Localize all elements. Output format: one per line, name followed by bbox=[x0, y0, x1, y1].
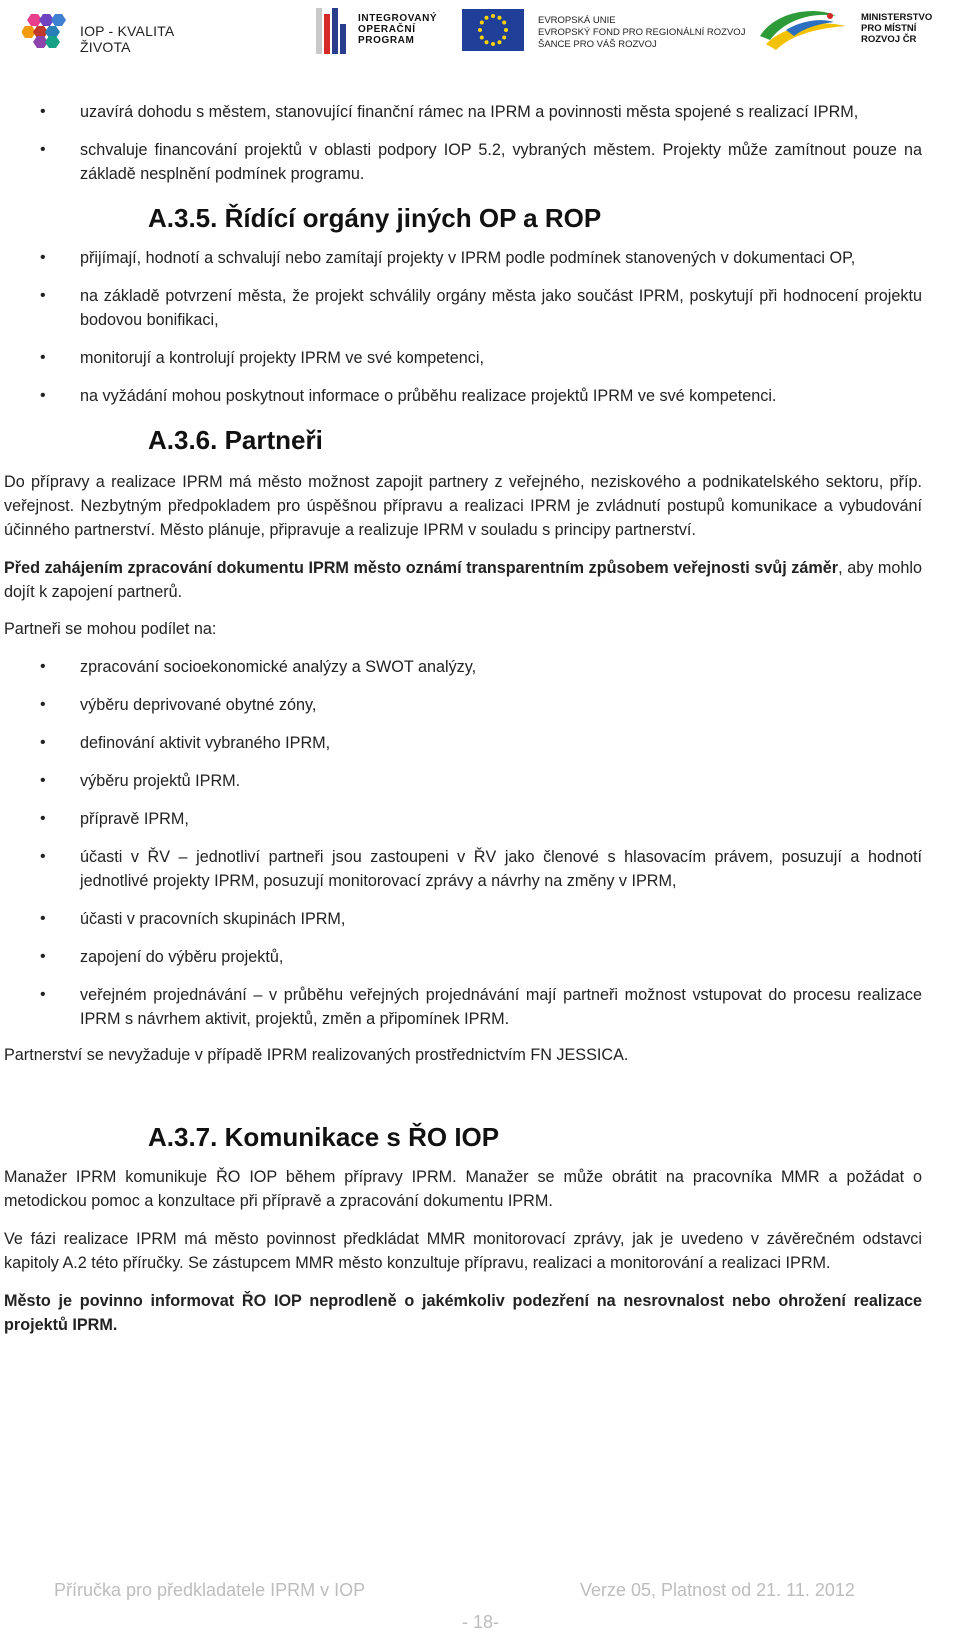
ministry-logo bbox=[756, 6, 946, 54]
paragraph-bold: Před zahájením zpracování dokumentu IPRM město oznámí transparentním způsobem veřejnosti svůj záměr bbox=[4, 559, 839, 577]
bullet-icon: • bbox=[40, 103, 46, 120]
bullet-icon: • bbox=[40, 349, 46, 366]
list-item: • zpracování socioekonomické analýzy a SWOT analýzy, bbox=[0, 655, 960, 679]
list-item: • schvaluje financování projektů v oblasti podpory IOP 5.2, vybraných městem. Projekty může zamítnout pouze na základě nesplnění podmínek programu. bbox=[0, 138, 960, 186]
bullet-icon: • bbox=[40, 249, 46, 266]
eu-flag-icon bbox=[462, 9, 524, 51]
paragraph: Partneři se mohou podílet na: bbox=[4, 620, 217, 638]
paragraph-rest: , aby mohlo dojít k zapojení partnerů. bbox=[4, 559, 922, 601]
bullet-icon: • bbox=[40, 910, 46, 927]
ministry-swoosh-icon bbox=[756, 6, 852, 54]
list-item: • monitorují a kontrolují projekty IPRM ve své kompetenci, bbox=[0, 346, 960, 370]
bullet-icon: • bbox=[40, 387, 46, 404]
list-item: • výběru deprivované obytné zóny, bbox=[0, 693, 960, 717]
integrated-programme-logo bbox=[316, 6, 436, 54]
paragraph: Do přípravy a realizace IPRM má město možnost zapojit partnery z veřejného, neziskového a podnikatelského sektoru, příp. veřejnost. Nezbytným předpokladem pro úspěšnou přípravu a realizaci IPRM je zvládnutí postupů komunikace a vybudování účinného partnerství. Město plánuje, připravuje a realizuje IPRM v souladu s principy partnerství. bbox=[4, 473, 922, 539]
list-item: • účasti v ŘV – jednotliví partneři jsou zastoupeni v ŘV jako členové s hlasovacím právem, posuzují a hodnotí jednotlivé projekty IPRM, posuzují monitorovací zprávy a návrhy na změny v IPRM, bbox=[0, 845, 960, 893]
eu-logo-text: EVROPSKÁ UNIE EVROPSKÝ FOND PRO REGIONÁLNÍ ROZVOJ ŠANCE PRO VÁŠ ROZVOJ bbox=[538, 15, 746, 50]
list-item: • na základě potvrzení města, že projekt schválily orgány města jako součást IPRM, poskytují při hodnocení projektu bodovou bonifikaci, bbox=[0, 284, 960, 332]
ministry-logo-text: MINISTERSTVO PRO MÍSTNÍ ROZVOJ ČR bbox=[861, 12, 933, 45]
footer-version: Verze 05, Platnost od 21. 11. 2012 bbox=[580, 1580, 855, 1600]
list-item: • uzavírá dohodu s městem, stanovující finanční rámec na IPRM a povinnosti města spojené s realizací IPRM, bbox=[0, 100, 960, 124]
paragraph-bold: Město je povinno informovat ŘO IOP neprodleně o jakémkoliv podezření na nesrovnalost nebo ohrožení realizace projektů IPRM. bbox=[4, 1292, 922, 1334]
bullet-icon: • bbox=[40, 287, 46, 304]
section-heading: A.3.7. Komunikace s ŘO IOP bbox=[148, 1122, 500, 1152]
list-item: • výběru projektů IPRM. bbox=[0, 769, 960, 793]
eu-logo bbox=[462, 9, 746, 51]
list-item: • zapojení do výběru projektů, bbox=[0, 945, 960, 969]
section-heading: A.3.5. Řídící orgány jiných OP a ROP bbox=[148, 203, 602, 233]
paragraph bbox=[0, 556, 960, 604]
paragraph: Manažer IPRM komunikuje ŘO IOP během přípravy IPRM. Manažer se může obrátit na pracovníka MMR a požádat o metodickou pomoc a konzultace při přípravě a zpracování dokumentu IPRM. bbox=[4, 1168, 922, 1210]
bullet-icon: • bbox=[40, 658, 46, 675]
list-item: • účasti v pracovních skupinách IPRM, bbox=[0, 907, 960, 931]
bullet-icon: • bbox=[40, 948, 46, 965]
bullet-icon: • bbox=[40, 772, 46, 789]
hexagon-cluster-icon bbox=[22, 12, 72, 48]
paragraph bbox=[0, 1289, 960, 1337]
list-item: • definování aktivit vybraného IPRM, bbox=[0, 731, 960, 755]
page-header bbox=[0, 0, 960, 60]
bullet-icon: • bbox=[40, 734, 46, 751]
bullet-icon: • bbox=[40, 986, 46, 1003]
footer-title: Příručka pro předkladatele IPRM v IOP bbox=[54, 1580, 366, 1600]
list-item: • veřejném projednávání – v průběhu veřejných projednávání mají partneři možnost vstupovat do procesu realizace IPRM s návrhem aktivit, projektů, změn a připomínek IPRM. bbox=[0, 983, 960, 1031]
document-body bbox=[0, 100, 960, 1337]
paragraph: Partnerství se nevyžaduje v případě IPRM realizovaných prostřednictvím FN JESSICA. bbox=[4, 1046, 629, 1064]
list-item: • přípravě IPRM, bbox=[0, 807, 960, 831]
bullet-icon: • bbox=[40, 696, 46, 713]
bullet-icon: • bbox=[40, 141, 46, 158]
integrated-programme-text: INTEGROVANÝ OPERAČNÍ PROGRAM bbox=[358, 13, 438, 46]
list-item: • přijímají, hodnotí a schvalují nebo zamítají projekty v IPRM podle podmínek stanovených v dokumentaci OP, bbox=[0, 246, 960, 270]
bullet-icon: • bbox=[40, 848, 46, 865]
page-number: - 18- bbox=[462, 1612, 500, 1632]
bullet-icon: • bbox=[40, 810, 46, 827]
iop-logo-text: IOP - KVALITA ŽIVOTA bbox=[80, 23, 174, 55]
section-heading: A.3.6. Partneři bbox=[148, 425, 323, 455]
list-item: • na vyžádání mohou poskytnout informace o průběhu realizace projektů IPRM ve své kompetenci. bbox=[0, 384, 960, 408]
iop-logo bbox=[22, 12, 222, 55]
paragraph: Ve fázi realizace IPRM má město povinnost předkládat MMR monitorovací zprávy, jak je uvedeno v závěrečném odstavci kapitoly A.2 této příručky. Se zástupcem MMR město konzultuje přípravu, realizaci a monitorování a realizaci IPRM. bbox=[4, 1230, 922, 1272]
